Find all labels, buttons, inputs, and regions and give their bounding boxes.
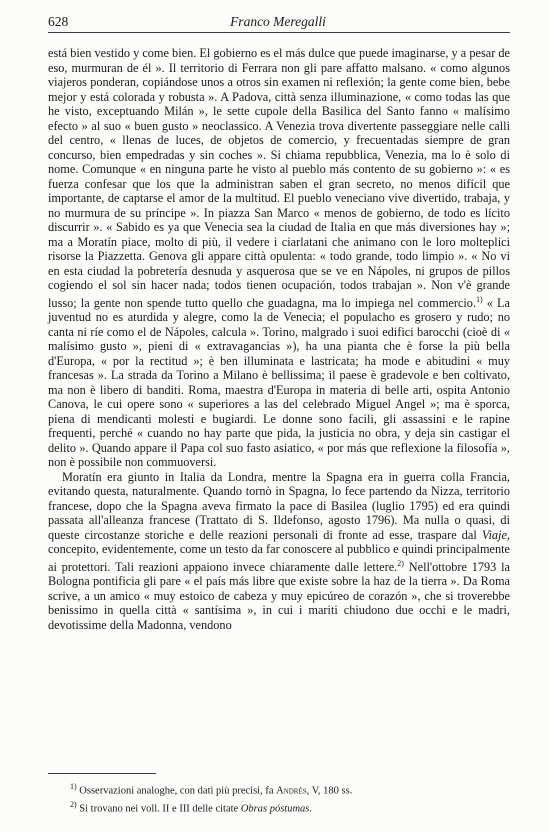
italic-title: Viaje [481,527,507,542]
footnote-text: Osservazioni analoghe, con dati più precisi, fa [79,785,277,797]
page-number: 628 [48,14,69,29]
header-rule [48,32,510,33]
footnote-2 [70,798,510,816]
running-title: Franco Meregalli [230,14,326,29]
footnote-ref: 1) [476,294,483,304]
footnote-mark: 1) [70,782,77,791]
footnote-ref: 2) [397,558,404,568]
running-header [48,14,508,32]
paragraph-text: , concepito, evidentemente, come un testo da far conoscere al pubblico e quindi principalmente ai protettori. Tali reazioni appaiono invece chiaramente dalle lettere. [48,527,510,574]
footnote-text: Si trovano nei voll. II e III delle citate [79,803,241,814]
footnote-1 [70,780,510,798]
paragraph [48,470,510,633]
footnote-text: . [309,803,313,814]
footnote-italic-title: Obras póstumas [240,803,310,814]
paragraph [48,46,510,470]
footnotes [70,780,510,815]
footnote-author: Andrés [276,785,307,797]
footnote-rule [48,773,156,774]
footnote-text: , V, 180 ss. [306,785,353,797]
paragraph-text: Moratín era giunto in Italia da Londra, mentre la Spagna era in guerra colla Francia, evitando questa, naturalmente. Quando tornò in Spagna, lo fece partendo da Nizza, territorio francese, dopo che la Spagna aveva firmato la pace di Basilea (luglio 1795) ed era quindi passata all'alleanza francese (Trattato di S. Ildefonso, agosto 1796). Ma nulla o quasi, di queste circostanze storiche e delle reazioni personali di fronte ad esse, traspare dal [48,469,510,542]
main-text [48,46,510,632]
footnote-mark: 2) [70,799,77,809]
paragraph-text: Nell'ottobre 1793 la Bologna pontificia gli pare « el país más libre que existe sobre la haz de la tierra ». Da Roma scrive, a un amico « muy estoico de cabeza y muy epicúreo de corazón », che si troverebbe benissimo in quella città « santísima », in cui i mariti chiudono due occhi e le madri, devotissime della Madonna, vendono [48,559,510,632]
paragraph-text: está bien vestido y come bien. El gobierno es el más dulce que puede imaginarse, y a pesar de eso, murmuran de él ». Il territorio di Ferrara non gli pare affatto malsano. « como algunos viajeros ponderan, copiándose unos a otros sin examen ni reflexión; la gente come bien, bebe mejor y está colorada y robusta ». A Padova, città senza illuminazione, « como todas las que he visto, exceptuando Milán », le sette cupole della Basilica del Santo fanno « malísimo efecto » al suo « buen gusto » neoclassico. A Venezia trova divertente passeggiare nelle calli del centro, « llenas de luces, de objetos de comercio, y frecuentadas siempre de gran concurso, bien empedradas y sin coches ». Si chiama repubblica, Venezia, ma lo è solo di nome. Comunque « en ninguna parte he visto al pueblo más contento de su gobierno »: « es fuerza confesar que los que la administran saben el gran secreto, no menos difícil que importante, de captarse el amor de la multitud. El pueblo veneciano vive divertido, trabaja, y no murmura de su príncipe ». In piazza San Marco « menos de gobierno, de todo es lícito discurrir ». « Sabido es ya que Venecia sea la ciudad de Italia en que más diversiones hay »; ma a Moratín piace, molto di più, il vedere i ciarlatani che animano con le loro molteplici risorse la Piazzetta. Genova gli appare città opulenta: « todo grande, todo limpio ». « No vi en esta ciudad la pobretería desnuda y asquerosa que se ve en Nápoles, ni grupos de pillos cogiendo el sol sin hacer nada; todos tienen ocupación, todos trabajan ». Non v'è grande lusso; la gente non spende tutto quello che guadagna, ma lo impiega nel commercio. [48,46,510,310]
paragraph-text: « La juventud no es aturdida y alegre, como la de Venecia; el populacho es grosero y rudo; no canta ni ríe como el de Nápoles, calcula ». Torino, malgrado i suoi edifici barocchi (cioè di « malísimo gusto », pieni di « extravagancias »), ha una pianta che è forse la più bella d'Europa, « por la rectitud »; è ben illuminata e lastricata; ha mode e abitudini « muy francesas ». La strada da Torino a Milano è bellissima; il paese è gradevole e ben coltivato, ma non è libero di banditi. Roma, maestra d'Europa in materia di belle arti, ospita Antonio Canova, le cui opere sono « superiores a las del celebrado Miguel Angel »; ma è sporca, piena di mendicanti molesti e bugiardi. Le donne sono facili, gli assassini e le rapine frequenti, perché « cuando no hay parte que pida, la justicia no obra, y deja sin castigar el delito ». Quando appare il Papa col suo fasto asiatico, « por más que reflexione la filosofía », non è possibile non commuoversi. [48,295,510,470]
